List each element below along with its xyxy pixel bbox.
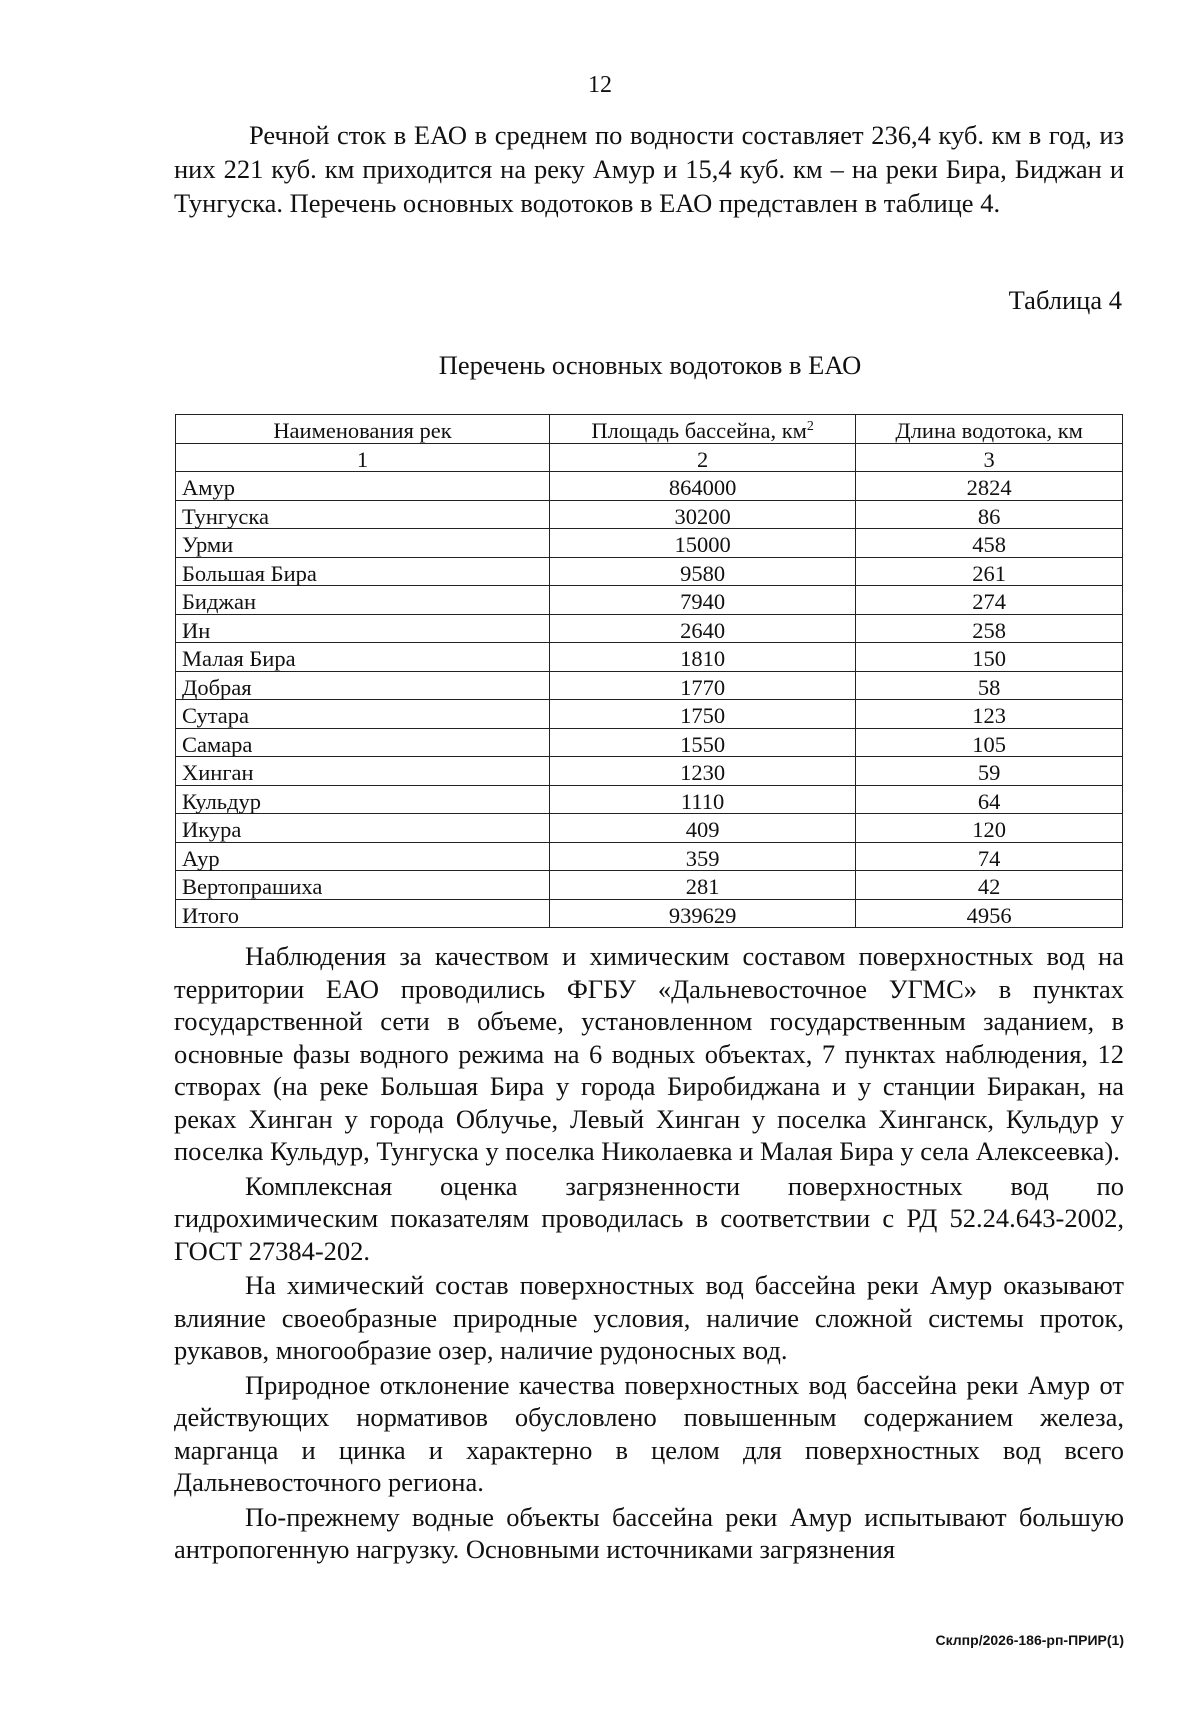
basin-area-cell: 409	[549, 814, 855, 843]
length-cell: 261	[856, 557, 1123, 586]
column-number-1: 1	[176, 443, 550, 472]
header-length: Длина водотока, км	[856, 415, 1123, 444]
river-name-cell: Ин	[176, 614, 550, 643]
river-name-cell: Тунгуска	[176, 500, 550, 529]
table-row	[176, 814, 1123, 843]
table-row	[176, 871, 1123, 900]
basin-area-cell: 1770	[549, 671, 855, 700]
table-row	[176, 785, 1123, 814]
length-cell: 274	[856, 586, 1123, 615]
basin-area-cell: 1230	[549, 757, 855, 786]
table-row	[176, 529, 1123, 558]
header-basin-area	[549, 415, 855, 444]
header-basin-area-label: Площадь бассейна, км	[591, 418, 807, 443]
paragraph-anthropogenic-load: По-прежнему водные объекты бассейна реки Амур испытывают большую антропогенную нагрузку. Основными источниками загрязнения	[174, 1501, 1124, 1564]
length-cell: 74	[856, 842, 1123, 871]
length-cell: 120	[856, 814, 1123, 843]
table-row	[176, 614, 1123, 643]
length-cell: 64	[856, 785, 1123, 814]
column-number-3: 3	[856, 443, 1123, 472]
river-name-cell: Сутара	[176, 700, 550, 729]
river-name-cell: Кульдур	[176, 785, 550, 814]
river-name-cell: Хинган	[176, 757, 550, 786]
basin-area-cell: 9580	[549, 557, 855, 586]
length-cell: 2824	[856, 472, 1123, 501]
table-row	[176, 728, 1123, 757]
column-number-2: 2	[549, 443, 855, 472]
page-number: 12	[588, 72, 612, 98]
length-cell: 4956	[856, 899, 1123, 928]
river-name-cell: Амур	[176, 472, 550, 501]
river-name-cell: Икура	[176, 814, 550, 843]
basin-area-cell: 15000	[549, 529, 855, 558]
length-cell: 58	[856, 671, 1123, 700]
table-row	[176, 500, 1123, 529]
rivers-table	[175, 414, 1123, 928]
table-label: Таблица 4	[1008, 285, 1122, 315]
length-cell: 150	[856, 643, 1123, 672]
length-cell: 59	[856, 757, 1123, 786]
length-cell: 458	[856, 529, 1123, 558]
footer-document-code: Склпр/2026-186-рп-ПРИР(1)	[935, 1632, 1124, 1648]
basin-area-cell: 1110	[549, 785, 855, 814]
basin-area-cell: 2640	[549, 614, 855, 643]
table-row	[176, 899, 1123, 928]
body-text	[174, 940, 1124, 1568]
length-cell: 123	[856, 700, 1123, 729]
basin-area-cell: 7940	[549, 586, 855, 615]
table-row	[176, 557, 1123, 586]
table-row	[176, 842, 1123, 871]
table-column-numbers-row	[176, 443, 1123, 472]
basin-area-cell: 281	[549, 871, 855, 900]
river-name-cell: Вертопрашиха	[176, 871, 550, 900]
table-row	[176, 757, 1123, 786]
river-name-cell: Урми	[176, 529, 550, 558]
basin-area-cell: 30200	[549, 500, 855, 529]
basin-area-cell: 1750	[549, 700, 855, 729]
header-river-name: Наименования рек	[176, 415, 550, 444]
table-header-row	[176, 415, 1123, 444]
length-cell: 105	[856, 728, 1123, 757]
basin-area-cell: 1810	[549, 643, 855, 672]
river-name-cell: Малая Бира	[176, 643, 550, 672]
table-row	[176, 472, 1123, 501]
paragraph-natural-deviation: Природное отклонение качества поверхностных вод бассейна реки Амур от действующих нормативов обусловлено повышенным содержанием железа, марганца и цинка и характерно в целом для поверхностных вод всего Дальневосточного региона.	[174, 1369, 1124, 1497]
river-name-cell: Самара	[176, 728, 550, 757]
table-row	[176, 586, 1123, 615]
paragraph-assessment: Комплексная оценка загрязненности поверхностных вод по гидрохимическим показателям проводилась в соответствии с РД 52.24.643-2002, ГОСТ 27384-202.	[174, 1170, 1124, 1266]
table-row	[176, 643, 1123, 672]
paragraph-observations: Наблюдения за качеством и химическим составом поверхностных вод на территории ЕАО проводились ФГБУ «Дальневосточное УГМС» в пунктах государственной сети в объеме, установленном государственным заданием, в основные фазы водного режима на 6 водных объектах, 7 пунктах наблюдения, 12 створах (на реке Большая Бира у города Биробиджана и у станции Биракан, на реках Хинган у города Облучье, Левый Хинган у поселка Хинганск, Кульдур у поселка Кульдур, Тунгуска у поселка Николаевка и Малая Бира у села Алексеевка).	[174, 941, 1124, 1166]
table-row	[176, 700, 1123, 729]
header-superscript: 2	[806, 419, 814, 434]
length-cell: 86	[856, 500, 1123, 529]
river-name-cell: Добрая	[176, 671, 550, 700]
river-name-cell: Биджан	[176, 586, 550, 615]
length-cell: 258	[856, 614, 1123, 643]
paragraph-chemical-composition: На химический состав поверхностных вод бассейна реки Амур оказывают влияние своеобразные природные условия, наличие сложной системы проток, рукавов, многообразие озер, наличие рудоносных вод.	[174, 1270, 1124, 1365]
basin-area-cell: 1550	[549, 728, 855, 757]
basin-area-cell: 359	[549, 842, 855, 871]
table-title: Перечень основных водотоков в ЕАО	[438, 350, 862, 380]
basin-area-cell: 864000	[549, 472, 855, 501]
river-name-cell: Итого	[176, 899, 550, 928]
basin-area-cell: 939629	[549, 899, 855, 928]
river-name-cell: Аур	[176, 842, 550, 871]
river-name-cell: Большая Бира	[176, 557, 550, 586]
intro-paragraph: Речной сток в ЕАО в среднем по водности составляет 236,4 куб. км в год, из них 221 куб. км приходится на реку Амур и 15,4 куб. км – на реки Бира, Биджан и Тунгуска. Перечень основных водотоков в ЕАО представлен в таблице 4.	[174, 120, 1124, 218]
table-row	[176, 671, 1123, 700]
length-cell: 42	[856, 871, 1123, 900]
